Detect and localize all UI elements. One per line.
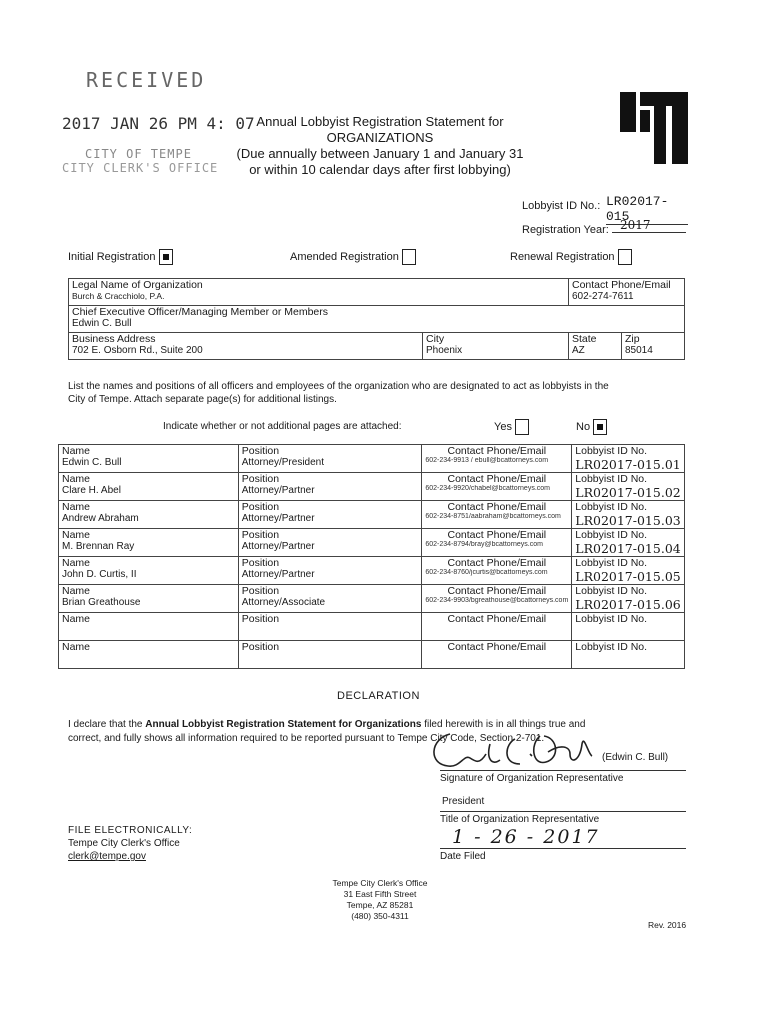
stamp-city: CITY OF TEMPE — [85, 147, 192, 161]
revision-label: Rev. 2016 — [648, 920, 687, 930]
lobbyist-contact-cell — [422, 585, 572, 613]
lobbyist-name-label: Name — [62, 641, 91, 653]
initial-registration-label: Initial Registration — [68, 250, 156, 263]
footer-phone: (480) 350-4311 — [351, 911, 409, 921]
lobbyist-name-cell — [59, 613, 239, 641]
lobbyist-position-cell — [238, 445, 422, 473]
lobbyist-position-value: Attorney/Partner — [241, 513, 315, 524]
registration-year-label: Registration Year: — [522, 224, 609, 236]
lobbyist-contact-label: Contact Phone/Email — [447, 641, 547, 653]
lobbyist-id-label: Lobbyist ID No. — [575, 641, 648, 653]
legal-name-value: Burch & Cracchiolo, P.A. — [72, 291, 165, 301]
lobbyist-position-label: Position — [241, 473, 280, 485]
lobbyist-position-cell — [238, 473, 422, 501]
date-filed-value: 1 - 26 - 2017 — [452, 826, 600, 848]
lobbyist-position-cell — [238, 641, 422, 669]
lobbyist-position-value: Attorney/Associate — [241, 597, 326, 608]
lobbyist-name-value: Brian Greathouse — [62, 597, 141, 608]
lobbyist-name-cell — [59, 473, 239, 501]
lobbyist-id-label: Lobbyist ID No. — [575, 529, 648, 541]
declaration-form-name: Annual Lobbyist Registration Statement for Organizations — [145, 719, 422, 730]
tempe-logo-icon — [620, 92, 688, 164]
lobbyist-contact-cell — [422, 557, 572, 585]
stamp-clerk-office: CITY CLERK'S OFFICE — [62, 161, 219, 175]
lobbyist-contact-label: Contact Phone/Email — [447, 445, 547, 457]
lobbyist-name-cell — [59, 501, 239, 529]
lobbyist-contact-value: 602-234-8760/jcurtis@bcattorneys.com — [425, 569, 548, 576]
lobbyist-name-label: Name — [62, 557, 91, 569]
file-office: Tempe City Clerk's Office — [68, 838, 180, 849]
lobbyist-contact-value: 602-234-8794/bray@bcattorneys.com — [425, 541, 543, 548]
lobbyist-name-cell — [59, 445, 239, 473]
ceo-label: Chief Executive Officer/Managing Member or Members — [72, 306, 328, 318]
legal-name-label: Legal Name of Organization — [72, 279, 203, 291]
lobbyist-id-label: Lobbyist ID No. — [575, 473, 648, 485]
contact-cell — [569, 279, 685, 306]
lobbyist-position-label: Position — [241, 585, 280, 597]
declaration-text — [68, 718, 708, 746]
received-stamp: RECEIVED — [86, 68, 207, 92]
lobbyist-id-cell — [572, 585, 685, 613]
city-cell — [423, 333, 569, 360]
lobbyist-id-cell — [572, 529, 685, 557]
no-option — [576, 419, 607, 435]
file-electronically — [68, 824, 192, 863]
lobbyist-position-label: Position — [241, 557, 280, 569]
additional-pages-prompt: Indicate whether or not additional pages are attached: — [163, 421, 402, 432]
lobbyist-name-value: Clare H. Abel — [62, 485, 121, 496]
amended-registration-checkbox[interactable] — [402, 249, 416, 265]
lobbyist-id-label: Lobbyist ID No. — [575, 445, 648, 457]
signer-name: (Edwin C. Bull) — [602, 752, 669, 763]
lobbyist-contact-value: 602-234-9920/chabel@bcattorneys.com — [425, 485, 550, 492]
date-line — [440, 848, 686, 849]
renewal-registration-label: Renewal Registration — [510, 250, 615, 263]
lobbyist-id-label: Lobbyist ID No. — [575, 585, 648, 597]
lobbyists-table — [58, 444, 685, 669]
title-line-3: (Due annually between January 1 and January 31 — [236, 146, 524, 161]
lobbyist-name-value: Edwin C. Bull — [62, 457, 122, 468]
lobbyist-id-value: LR02017-015.01 — [575, 457, 681, 472]
lobbyist-id-value: LR02017-015.05 — [575, 569, 681, 584]
zip-cell — [622, 333, 685, 360]
lobbyist-row — [59, 501, 685, 529]
contact-value: 602-274-7611 — [572, 291, 634, 302]
address-label: Business Address — [72, 333, 156, 345]
ceo-value: Edwin C. Bull — [72, 318, 132, 329]
lobbyist-contact-label: Contact Phone/Email — [447, 613, 547, 625]
lobbyist-contact-cell — [422, 529, 572, 557]
lobbyist-name-cell — [59, 641, 239, 669]
title-line — [440, 811, 686, 812]
state-label: State — [572, 333, 597, 345]
no-checkbox[interactable] — [593, 419, 607, 435]
declaration-line-1 — [68, 718, 708, 732]
lobbyist-name-value: M. Brennan Ray — [62, 541, 135, 552]
address-value: 702 E. Osborn Rd., Suite 200 — [72, 345, 203, 356]
lobbyist-name-label: Name — [62, 473, 91, 485]
lobbyist-row — [59, 585, 685, 613]
title-line-4: or within 10 calendar days after first lobbying) — [249, 162, 511, 177]
title-line-2: ORGANIZATIONS — [326, 130, 434, 145]
lobbyist-name-label: Name — [62, 529, 91, 541]
lobbyist-id-value: LR02017-015.04 — [575, 541, 681, 556]
lobbyist-position-value: Attorney/Partner — [241, 569, 315, 580]
yes-label: Yes — [494, 420, 512, 433]
lobbyist-contact-cell — [422, 613, 572, 641]
lobbyist-row — [59, 641, 685, 669]
lobbyist-row — [59, 445, 685, 473]
lobbyist-id-cell — [572, 501, 685, 529]
signature-line — [440, 770, 686, 771]
lobbyist-name-label: Name — [62, 585, 91, 597]
lobbyist-name-cell — [59, 585, 239, 613]
amended-registration-label: Amended Registration — [290, 250, 399, 263]
renewal-registration — [510, 249, 632, 265]
lobbyist-position-label: Position — [241, 529, 280, 541]
declaration-line-2: correct, and fully shows all information required to be reported pursuant to Tempe City Code, Section 2-701. — [68, 733, 545, 744]
lobbyist-contact-label: Contact Phone/Email — [447, 473, 547, 485]
lobbyist-id-value: LR02017-015.03 — [575, 513, 681, 528]
lobbyist-position-cell — [238, 585, 422, 613]
contact-label: Contact Phone/Email — [572, 279, 671, 291]
lobbyist-id-label: Lobbyist ID No. — [575, 501, 648, 513]
lobbyist-id-label: Lobbyist ID No.: — [522, 200, 601, 212]
title-line-1: Annual Lobbyist Registration Statement for — [256, 114, 504, 129]
lobbyist-position-label: Position — [241, 445, 280, 457]
renewal-registration-checkbox[interactable] — [618, 249, 632, 265]
lobbyist-contact-label: Contact Phone/Email — [447, 557, 547, 569]
initial-registration — [68, 249, 173, 265]
list-instructions-line-2: City of Tempe. Attach separate page(s) for additional listings. — [68, 394, 337, 405]
footer-address — [300, 878, 460, 922]
city-label: City — [426, 333, 445, 345]
lobbyist-row — [59, 473, 685, 501]
lobbyist-id-value: LR02017-015.06 — [575, 597, 681, 612]
title-value: President — [442, 796, 485, 807]
lobbyist-contact-cell — [422, 501, 572, 529]
organization-table — [68, 278, 685, 360]
lobbyist-contact-cell — [422, 641, 572, 669]
lobbyist-contact-cell — [422, 473, 572, 501]
signature-label: Signature of Organization Representative — [440, 773, 624, 784]
lobbyist-contact-value: 602-234-9913 / ebull@bcattorneys.com — [425, 457, 549, 464]
declaration-post: filed herewith is in all things true and — [421, 719, 586, 730]
title-label: Title of Organization Representative — [440, 814, 600, 825]
lobbyist-name-value: Andrew Abraham — [62, 513, 139, 524]
lobbyist-name-cell — [59, 557, 239, 585]
lobbyist-position-cell — [238, 529, 422, 557]
list-instructions — [68, 380, 708, 406]
yes-checkbox[interactable] — [515, 419, 529, 435]
lobbyist-id-cell — [572, 445, 685, 473]
footer-office: Tempe City Clerk's Office — [332, 878, 428, 888]
lobbyist-name-value: John D. Curtis, II — [62, 569, 137, 580]
yes-option — [494, 419, 529, 435]
date-filed-label: Date Filed — [440, 851, 486, 862]
state-cell — [569, 333, 622, 360]
declaration-pre: I declare that the — [68, 719, 146, 730]
initial-registration-checkbox[interactable] — [159, 249, 173, 265]
file-email-link[interactable]: clerk@tempe.gov — [68, 851, 146, 862]
lobbyist-position-value: Attorney/Partner — [241, 485, 315, 496]
lobbyist-id-cell — [572, 473, 685, 501]
lobbyist-position-cell — [238, 501, 422, 529]
stamp-datetime: 2017 JAN 26 PM 4: 07 — [62, 114, 255, 133]
lobbyist-contact-label: Contact Phone/Email — [447, 585, 547, 597]
lobbyist-id-label: Lobbyist ID No. — [575, 557, 648, 569]
lobbyist-position-value: Attorney/President — [241, 457, 324, 468]
lobbyist-contact-cell — [422, 445, 572, 473]
lobbyist-id-value: LR02017-015.02 — [575, 485, 681, 500]
lobbyist-position-label: Position — [241, 641, 280, 653]
signature-scribble — [420, 724, 610, 774]
city-value: Phoenix — [426, 345, 463, 356]
lobbyist-name-label: Name — [62, 445, 91, 457]
address-cell — [69, 333, 423, 360]
state-value: AZ — [572, 345, 585, 356]
lobbyist-id-cell — [572, 557, 685, 585]
lobbyist-row — [59, 529, 685, 557]
zip-value: 85014 — [625, 345, 653, 356]
list-instructions-line-1: List the names and positions of all officers and employees of the organization who are designated to act as lobbyists in the — [68, 381, 609, 392]
no-label: No — [576, 420, 591, 433]
lobbyist-contact-label: Contact Phone/Email — [447, 501, 547, 513]
footer-street: 31 East Fifth Street — [343, 889, 417, 899]
zip-label: Zip — [625, 333, 640, 345]
legal-name-cell — [69, 279, 569, 306]
ceo-cell — [69, 306, 685, 333]
lobbyist-contact-value: 602-234-9903/bgreathouse@bcattorneys.com — [425, 597, 569, 604]
lobbyist-id-cell — [572, 641, 685, 669]
lobbyist-name-label: Name — [62, 613, 91, 625]
lobbyist-position-cell — [238, 557, 422, 585]
lobbyist-contact-value: 602-234-8751/aabraham@bcattorneys.com — [425, 513, 561, 520]
lobbyist-id-label: Lobbyist ID No. — [575, 613, 648, 625]
lobbyist-id-cell — [572, 613, 685, 641]
form-title — [200, 114, 560, 178]
declaration-heading: DECLARATION — [337, 690, 420, 702]
registration-year-value: 2017 — [612, 218, 686, 233]
lobbyist-name-label: Name — [62, 501, 91, 513]
lobbyist-position-cell — [238, 613, 422, 641]
lobbyist-position-value: Attorney/Partner — [241, 541, 315, 552]
amended-registration — [290, 249, 416, 265]
lobbyist-contact-label: Contact Phone/Email — [447, 529, 547, 541]
file-heading: FILE ELECTRONICALLY: — [68, 825, 193, 836]
lobbyist-row — [59, 557, 685, 585]
lobbyist-name-cell — [59, 529, 239, 557]
lobbyist-row — [59, 613, 685, 641]
lobbyist-position-label: Position — [241, 501, 280, 513]
lobbyist-position-label: Position — [241, 613, 280, 625]
footer-city: Tempe, AZ 85281 — [346, 900, 414, 910]
lobbyist-id-value: LR02017-015 — [606, 194, 688, 225]
